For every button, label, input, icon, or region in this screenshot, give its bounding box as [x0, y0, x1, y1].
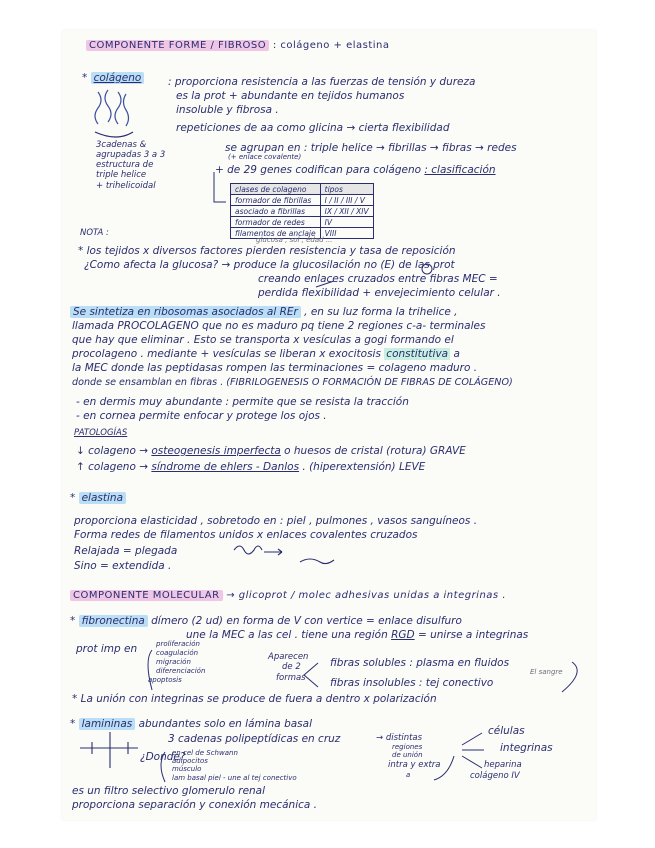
constitutiva-highlight: constitutiva [386, 348, 449, 360]
pat-l1a: ↓ colageno → [76, 445, 149, 457]
sintesis-line-6: donde se ensamblan en fibras . (FIBRILOGENESIS O FORMACIÓN DE FIBRAS DE COLÁGENO) [72, 377, 513, 388]
laminina-label: lamininas [79, 718, 136, 730]
fn-branch-2: coagulación [156, 649, 199, 657]
molecular-heading [70, 590, 506, 602]
elastina-heading: * elastina [70, 492, 126, 504]
table-cell: formador de fibrillas [231, 195, 321, 206]
colageno-line-2: es la prot + abundante en tejidos humanos [176, 90, 405, 102]
fn-branch-1: proliferación [156, 640, 200, 648]
lam-integrinas: integrinas [500, 742, 553, 754]
colageno-agrupan: se agrupan en : triple helice → fibrillas → fibras → redes [225, 142, 517, 154]
lam-d1: en cel de Schwann [172, 749, 238, 757]
nota-line-1: * los tejidos x diversos factores pierden resistencia y tasa de reposición [78, 245, 456, 257]
elastina-line-3: Relajada = plegada [74, 545, 178, 557]
table-cell: asociado a fibrillas [231, 206, 321, 217]
sintesis-line-8: - en cornea permite enfocar y protege los ojos . [76, 410, 327, 422]
title-subtitle: : colágeno + elastina [272, 40, 390, 51]
colageno-label: colágeno [91, 72, 145, 84]
fn-sangre: El sangre [530, 668, 563, 676]
table-header-cell: clases de colageno [231, 184, 321, 195]
elastina-label: elastina [79, 492, 126, 504]
rgd-text: RGD [391, 629, 415, 641]
fn-union: * La unión con integrinas se produce de fuera a dentro x polarización [72, 693, 437, 705]
colageno-line-4: repeticiones de aa como glicina → cierta flexibilidad [176, 122, 450, 134]
collagen-types-table [230, 183, 374, 239]
fibronectina-l1: dímero (2 ud) en forma de V con vertice = enlace disulfuro [151, 615, 462, 627]
pat-l1c: o huesos de cristal (rotura) GRAVE [284, 445, 466, 457]
lam-d4-text: lam basal piel [172, 774, 221, 782]
sintesis-line-5: la MEC donde las peptidasas rompen las terminaciones = colageno maduro . [72, 362, 478, 374]
sintesis-highlight: Se sintetiza en ribosomas asociados al REr [70, 306, 301, 318]
lam-a: a [406, 771, 411, 779]
pat-l2c: . (hiperextensión) LEVE [302, 461, 426, 473]
colageno-left-5: + trihelicoidal [96, 181, 156, 191]
lam-intraextra: intra y extra [388, 760, 441, 770]
sintesis-line-0 [70, 306, 458, 318]
clasificacion-text: : clasificación [424, 164, 496, 176]
lam-donde: ¿Donde? [140, 751, 186, 763]
fibronectina-l2: une la MEC a las cel . tiene una región [186, 629, 388, 641]
title-highlight: COMPONENTE FORME / FIBROSO [86, 40, 269, 51]
laminina-l1: abundantes solo en lámina basal [138, 718, 312, 730]
fibronectina-label: fibronectina [79, 615, 148, 627]
sintesis-line-7: - en dermis muy abundante : permite que se resista la tracción [76, 396, 409, 408]
patologias-line-1 [76, 445, 466, 457]
molecular-label: COMPONENTE MOLECULAR [70, 590, 223, 601]
fibronectina-heading: * fibronectina dímero (2 ud) en forma de V con vertice = enlace disulfuro [70, 615, 462, 627]
patologias-label: PATOLOGÍAS [74, 428, 128, 438]
lam-d4b-text: - une al tej conectivo [223, 774, 297, 782]
nota-line-3: creando enlaces cruzados entre fibras MEC = [258, 273, 498, 285]
fibronectina-prot: prot imp en [76, 643, 138, 655]
colageno-left-4: triple helice [96, 170, 147, 180]
fibronectina-l2c: = unirse a integrinas [417, 629, 529, 641]
lam-regiones: regiones [392, 743, 423, 751]
colageno-enlaces: (+ enlace covalente) [228, 153, 302, 161]
sintesis-l1: , en su luz forma la trihelice , [304, 306, 458, 318]
table-row [231, 195, 374, 206]
elastina-line-2: Forma redes de filamentos unidos x enlaces covalentes cruzados [74, 529, 418, 541]
colageno-heading: * colágeno [82, 72, 144, 84]
lam-heparina: heparina [484, 760, 522, 770]
lam-union: de unión [392, 751, 423, 759]
lam-distintas: → distintas [376, 733, 423, 743]
nota-line-2: ¿Como afecta la glucosa? → produce la glucosilación no (E) de las prot [84, 259, 455, 271]
patologias-line-2 [76, 461, 425, 473]
table-header-cell: tipos [320, 184, 373, 195]
sintesis-l4c: a [453, 348, 460, 360]
colageno-left-1: 3cadenas & [96, 140, 147, 150]
molecular-l1: → glicoprot / molec adhesivas unidas a integrinas . [226, 590, 506, 601]
laminina-heading: * lamininas abundantes solo en lámina basal [70, 718, 312, 730]
lam-celulas: células [488, 725, 525, 737]
lam-last: proporciona separación y conexión mecánica . [72, 799, 318, 811]
elastina-line-4: Sino = extendida . [74, 560, 172, 572]
lam-d3: músculo [172, 765, 202, 773]
sintesis-line-4 [72, 348, 460, 360]
table-row [231, 217, 374, 228]
fn-aparecen: Aparecen [268, 652, 309, 662]
fn-branch-5: apoptosis [148, 676, 182, 684]
fn-solubles: fibras solubles : plasma en fluidos [330, 657, 510, 669]
pat-l2a: ↑ colageno → [76, 461, 149, 473]
colageno-left-3: estructura de [96, 160, 154, 170]
colageno-genes [215, 164, 496, 176]
nota-label: NOTA : [80, 228, 109, 238]
fn-formas: formas [276, 673, 306, 683]
lam-filtro: es un filtro selectivo glomerulo renal [72, 785, 266, 797]
pat-l2b: síndrome de ehlers - Danlos [151, 461, 300, 473]
table-cell: IX / XII / XIV [320, 206, 373, 217]
sintesis-line-3: que hay que eliminar . Esto se transporta x vesículas a gogi formando el [72, 334, 454, 346]
laminin-cross-drawing [80, 732, 138, 768]
table-cell: filamentos de anclaje [231, 228, 321, 239]
table-row [231, 206, 374, 217]
colageno-line-3: insoluble y fibrosa . [176, 104, 279, 116]
fn-branch-3: migración [156, 658, 191, 666]
table-cell: IV [320, 217, 373, 228]
triple-helix-drawing [95, 90, 133, 137]
elastin-drawing [234, 546, 334, 564]
page-title [86, 40, 390, 52]
genes-text: + de 29 genes codifican para colágeno [215, 164, 422, 176]
lam-colagenoIV: colágeno IV [470, 771, 520, 781]
laminina-line-2: 3 cadenas polipeptídicas en cruz [168, 733, 341, 745]
nota-line-4: perdida flexibilidad + envejecimiento celular . [258, 287, 501, 299]
table-cell: I / II / III / V [320, 195, 373, 206]
fn-de2: de 2 [282, 662, 301, 672]
lam-d4 [172, 774, 297, 782]
sintesis-line-2: llamada PROCOLAGENO que no es maduro pq tiene 2 regiones c-a- terminales [72, 320, 486, 332]
table-cell: formador de redes [231, 217, 321, 228]
table-row [231, 184, 374, 195]
lam-d2: adipocitos [172, 757, 208, 765]
elastina-line-1: proporciona elasticidad , sobretodo en : piel , pulmones , vasos sanguíneos . [74, 515, 478, 527]
fn-branch-4: diferenciación [156, 667, 206, 675]
table-cell: VIII [320, 228, 373, 239]
colageno-left-2: agrupadas 3 a 3 [96, 150, 166, 160]
fn-insolubles: fibras insolubles : tej conectivo [330, 677, 494, 689]
sintesis-l4: procolageno . mediante + vesículas se liberan x exocitosis [72, 348, 381, 360]
pat-l1b: osteogenesis imperfecta [151, 445, 281, 457]
fibronectina-line-2 [186, 629, 528, 641]
nota-small: glucosa , sol , edad ... [256, 236, 333, 244]
colageno-line-1: : proporciona resistencia a las fuerzas de tensión y dureza [168, 76, 476, 88]
